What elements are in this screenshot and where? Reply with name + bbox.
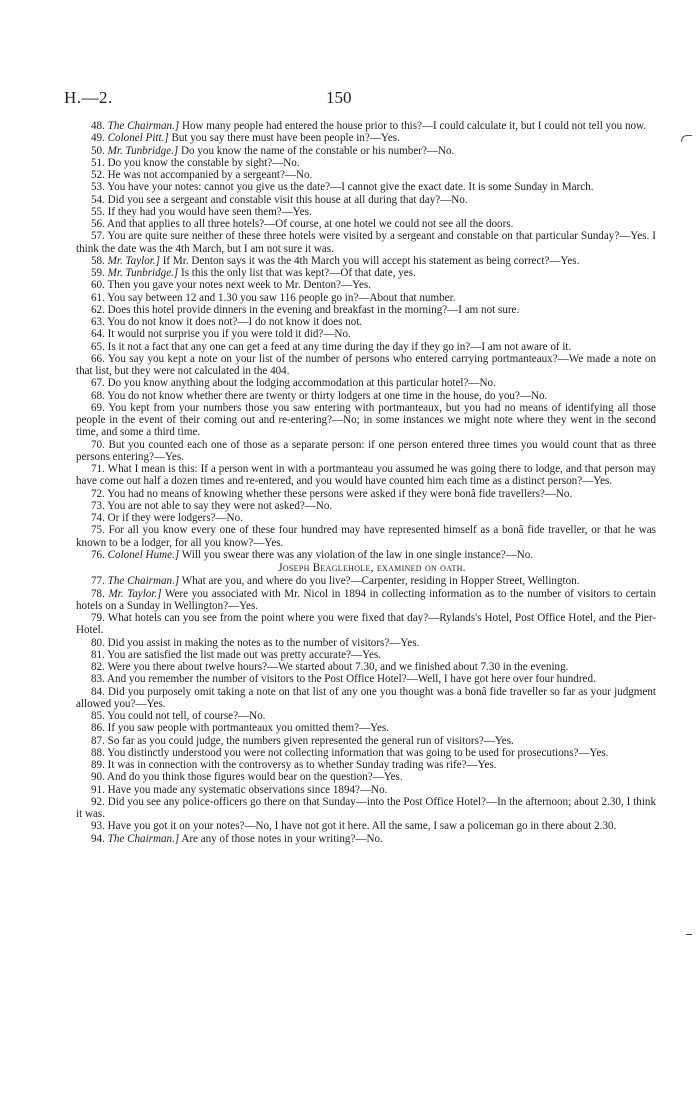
question-text: But you say there must have been people in?—Yes.	[168, 132, 400, 145]
question-entry	[76, 230, 656, 255]
question-entry	[76, 194, 656, 206]
question-number: 82.	[91, 661, 105, 673]
question-text: What I mean is this: If a person went in with a portmanteau you assumed he was going there to lodge, and that person may have come out half a dozen times and re-entered, and you would have counted him each time as a distinct person?—Yes.	[76, 463, 656, 488]
question-number: 66.	[91, 352, 105, 365]
question-number: 54.	[91, 193, 105, 206]
speaker-name: Colonel Hume.]	[107, 548, 180, 561]
speaker-name: The Chairman.]	[107, 120, 180, 132]
question-text: What are you, and where do you live?—Carpenter, residing in Hopper Street, Wellington.	[179, 575, 580, 588]
question-text: Were you there about twelve hours?—We started about 7.30, and we finished about 7.30 in the evening.	[107, 661, 569, 673]
question-number: 59.	[91, 267, 105, 279]
question-text: So far as you could judge, the numbers given represented the general run of visitors?—Yes.	[107, 734, 514, 747]
question-entry	[76, 120, 656, 132]
question-entry	[76, 649, 656, 661]
question-entry	[76, 710, 656, 722]
question-text: You say you kept a note on your list of the number of persons who entered carrying portmanteaux?—We made a note on that list, but they were not calculated in the 404.	[76, 352, 656, 377]
question-entry	[76, 575, 656, 587]
question-text: Or if they were lodgers?—No.	[107, 512, 243, 524]
question-number: 90.	[91, 771, 105, 784]
question-entry	[76, 145, 656, 157]
question-text: Then you gave your notes next week to Mr. Denton?—Yes.	[107, 279, 371, 292]
question-text: You are not able to say they were not asked?—No.	[107, 499, 333, 512]
question-entry	[76, 279, 656, 291]
question-entry	[76, 377, 656, 389]
question-number: 85.	[91, 710, 105, 722]
question-entry	[76, 722, 656, 734]
question-entry	[76, 267, 656, 279]
question-entry	[76, 612, 656, 637]
question-text: Did you assist in making the notes as to the number of visitors?—Yes.	[107, 636, 420, 649]
question-number: 77.	[91, 575, 105, 588]
question-entry	[76, 771, 656, 783]
question-text: Does this hotel provide dinners in the evening and breakfast in the morning?—I am not sure.	[107, 303, 520, 316]
question-text: You could not tell, of course?—No.	[107, 710, 266, 722]
question-text: Is this the only list that was kept?—Of that date, yes.	[178, 267, 416, 279]
question-text: And you remember the number of visitors to the Post Office Hotel?—Well, I have got here over four hundred.	[107, 673, 596, 686]
speaker-name: The Chairman.]	[107, 575, 180, 588]
question-entry	[76, 500, 656, 512]
document-reference: H.—2.	[64, 88, 113, 107]
question-number: 52.	[91, 169, 105, 181]
question-entry	[76, 833, 656, 845]
question-text: Are any of those notes in your writing?—No.	[179, 832, 383, 845]
question-text: Did you purposely omit taking a note on that list of any one you thought was a bonâ fide traveller so far as your judgment allowed you?—Yes.	[76, 685, 656, 710]
question-text: You had no means of knowing whether these persons were asked if they were bonâ fide travellers?—No.	[107, 487, 573, 500]
question-text: For all you know every one of these four hundred may have represented himself as a bonâ fide traveller, or that he was known to be a lodger, for all you know?—Yes.	[76, 524, 656, 549]
question-text: You say between 12 and 1.30 you saw 116 people go in?—About that number.	[107, 291, 456, 304]
page-number: 150	[326, 88, 352, 107]
question-text: How many people had entered the house prior to this?—I could calculate it, but I could not tell you now.	[179, 120, 647, 132]
question-entry	[76, 353, 656, 378]
question-number: 91.	[91, 783, 105, 796]
question-entry	[76, 292, 656, 304]
question-text: If Mr. Denton says it was the 4th March you will accept his statement as being correct?—Yes.	[159, 254, 580, 267]
question-entry	[76, 588, 656, 613]
question-number: 94.	[91, 832, 105, 845]
question-number: 88.	[91, 746, 105, 759]
question-entry	[76, 637, 656, 649]
question-text: You are quite sure neither of these three hotels were visited by a sergeant and constable on that particular Sunday?—Yes. I think the date was the 4th March, but I am not sure it was.	[76, 230, 656, 255]
question-entry	[76, 402, 656, 439]
question-number: 57.	[91, 230, 105, 243]
question-number: 79.	[91, 612, 105, 624]
question-number: 62.	[91, 303, 105, 316]
question-text: What hotels can you see from the point where you were fixed that day?—Rylands's Hotel, Post Office Hotel, and the Pier-Hotel.	[76, 612, 657, 637]
question-number: 48.	[91, 120, 105, 132]
question-number: 76.	[91, 548, 105, 561]
question-entry	[76, 673, 656, 685]
question-text: You have your notes: cannot you give us the date?—I cannot give the exact date. It is some Sunday in March.	[107, 181, 594, 194]
question-number: 51.	[91, 156, 105, 169]
question-entry	[76, 132, 656, 144]
question-number: 72.	[91, 487, 105, 500]
question-entry	[76, 796, 656, 821]
question-number: 60.	[91, 279, 105, 292]
question-text: And do you think those figures would bear on the question?—Yes.	[107, 771, 403, 784]
question-text: He was not accompanied by a sergeant?—No.	[107, 169, 313, 181]
question-number: 87.	[91, 734, 105, 747]
question-number: 70.	[91, 438, 105, 451]
question-entry	[76, 169, 656, 181]
question-entry	[76, 549, 656, 561]
speaker-name: Colonel Pitt.]	[107, 132, 169, 145]
question-text: You do not know whether there are twenty or thirty lodgers at one time in the house, do you?—No.	[107, 389, 548, 402]
speaker-name: Mr. Tunbridge.]	[107, 144, 179, 157]
question-number: 73.	[91, 499, 105, 512]
question-entry	[76, 747, 656, 759]
question-entry	[76, 181, 656, 193]
question-text: But you counted each one of those as a separate person: if one person entered three times you would count that as three persons entering?—Yes.	[76, 438, 656, 463]
witness-heading: Joseph Beaglehole, examined on oath.	[278, 562, 466, 574]
question-text: You do not know it does not?—I do not know it does not.	[107, 316, 363, 328]
question-entry	[76, 439, 656, 464]
question-text: You are satisfied the list made out was pretty accurate?—Yes.	[107, 648, 382, 661]
question-text: Is it not a fact that any one can get a feed at any time during the day if they go in?—I am not aware of it.	[107, 340, 572, 353]
question-number: 71.	[91, 463, 105, 475]
question-number: 84.	[91, 685, 105, 698]
question-text: If they had you would have seen them?—Yes.	[107, 205, 312, 218]
question-entry	[76, 784, 656, 796]
question-text: Have you got it on your notes?—No, I have not got it here. All the same, I saw a policeman go in there about 2.30.	[107, 820, 617, 833]
question-entry	[76, 328, 656, 340]
question-entry	[76, 463, 656, 488]
question-number: 64.	[91, 328, 105, 341]
question-number: 65.	[91, 340, 105, 353]
question-entry	[76, 488, 656, 500]
question-number: 86.	[91, 722, 105, 735]
question-number: 67.	[91, 377, 105, 390]
margin-mark	[681, 135, 692, 142]
question-text: Were you associated with Mr. Nicol in 1894 in collecting information as to the number of visitors to certain hotels on a Sunday in Wellington?—Yes.	[76, 587, 656, 612]
page-header	[64, 88, 654, 110]
speaker-name: Mr. Taylor.]	[107, 254, 160, 267]
question-number: 80.	[91, 636, 105, 649]
question-entry	[76, 206, 656, 218]
question-text: If you saw people with portmanteaux you omitted them?—Yes.	[107, 722, 390, 735]
question-text: Do you know the constable by sight?—No.	[107, 156, 300, 169]
question-text: You kept from your numbers those you saw entering with portmanteaux, but you had no means of identifying all those people in the event of their coming out and re-entering?—No; in some instances we might note where they went in the second time, and some a third time.	[76, 401, 656, 439]
speaker-name: Mr. Tunbridge.]	[107, 267, 179, 279]
question-number: 69.	[91, 401, 105, 414]
speaker-name: The Chairman.]	[107, 832, 180, 845]
question-number: 78.	[91, 587, 105, 600]
question-entry	[76, 820, 656, 832]
question-number: 83.	[91, 673, 105, 686]
question-number: 89.	[91, 759, 105, 771]
question-entry	[76, 759, 656, 771]
question-entry	[76, 390, 656, 402]
question-number: 55.	[91, 205, 105, 218]
question-number: 68.	[91, 389, 105, 402]
question-number: 49.	[91, 132, 105, 145]
question-text: Have you made any systematic observations since 1894?—No.	[107, 783, 388, 796]
question-text: Do you know the name of the constable or his number?—No.	[178, 144, 455, 157]
question-number: 75.	[91, 524, 105, 537]
question-entry	[76, 661, 656, 673]
question-entry	[76, 218, 656, 230]
margin-dash	[686, 934, 692, 935]
question-number: 58.	[91, 254, 105, 267]
question-text: It would not surprise you if you were told it did?—No.	[107, 328, 351, 341]
question-number: 53.	[91, 181, 105, 194]
document-body	[76, 120, 656, 845]
question-text: It was in connection with the controversy as to whether Sunday trading was rife?—Yes.	[107, 759, 497, 771]
question-text: Do you know anything about the lodging accommodation at this particular hotel?—No.	[107, 377, 496, 390]
question-entry	[76, 686, 656, 711]
question-entry	[76, 512, 656, 524]
question-entry	[76, 341, 656, 353]
question-number: 56.	[91, 218, 105, 230]
question-entry	[76, 524, 656, 549]
question-entry	[76, 255, 656, 267]
question-text: And that applies to all three hotels?—Of course, at one hotel we could not see all the doors.	[107, 218, 514, 230]
question-entry	[76, 316, 656, 328]
question-number: 81.	[91, 648, 105, 661]
question-entry	[76, 735, 656, 747]
question-number: 61.	[91, 291, 105, 304]
question-entry	[76, 157, 656, 169]
question-text: You distinctly understood you were not collecting information that was going to be used for prosecutions?—Yes.	[107, 746, 609, 759]
question-number: 50.	[91, 144, 105, 157]
question-number: 63.	[91, 316, 105, 328]
question-entry	[76, 304, 656, 316]
question-number: 74.	[91, 512, 105, 524]
question-text: Did you see a sergeant and constable visit this house at all during that day?—No.	[107, 193, 468, 206]
question-text: Did you see any police-officers go there on that Sunday—into the Post Office Hotel?—In the afternoon; about 2.30, I think it was.	[76, 795, 656, 820]
question-text: Will you swear there was any violation of the law in one single instance?—No.	[179, 548, 534, 561]
speaker-name: Mr. Taylor.]	[108, 587, 162, 600]
question-number: 92.	[91, 795, 105, 808]
question-number: 93.	[91, 820, 105, 833]
